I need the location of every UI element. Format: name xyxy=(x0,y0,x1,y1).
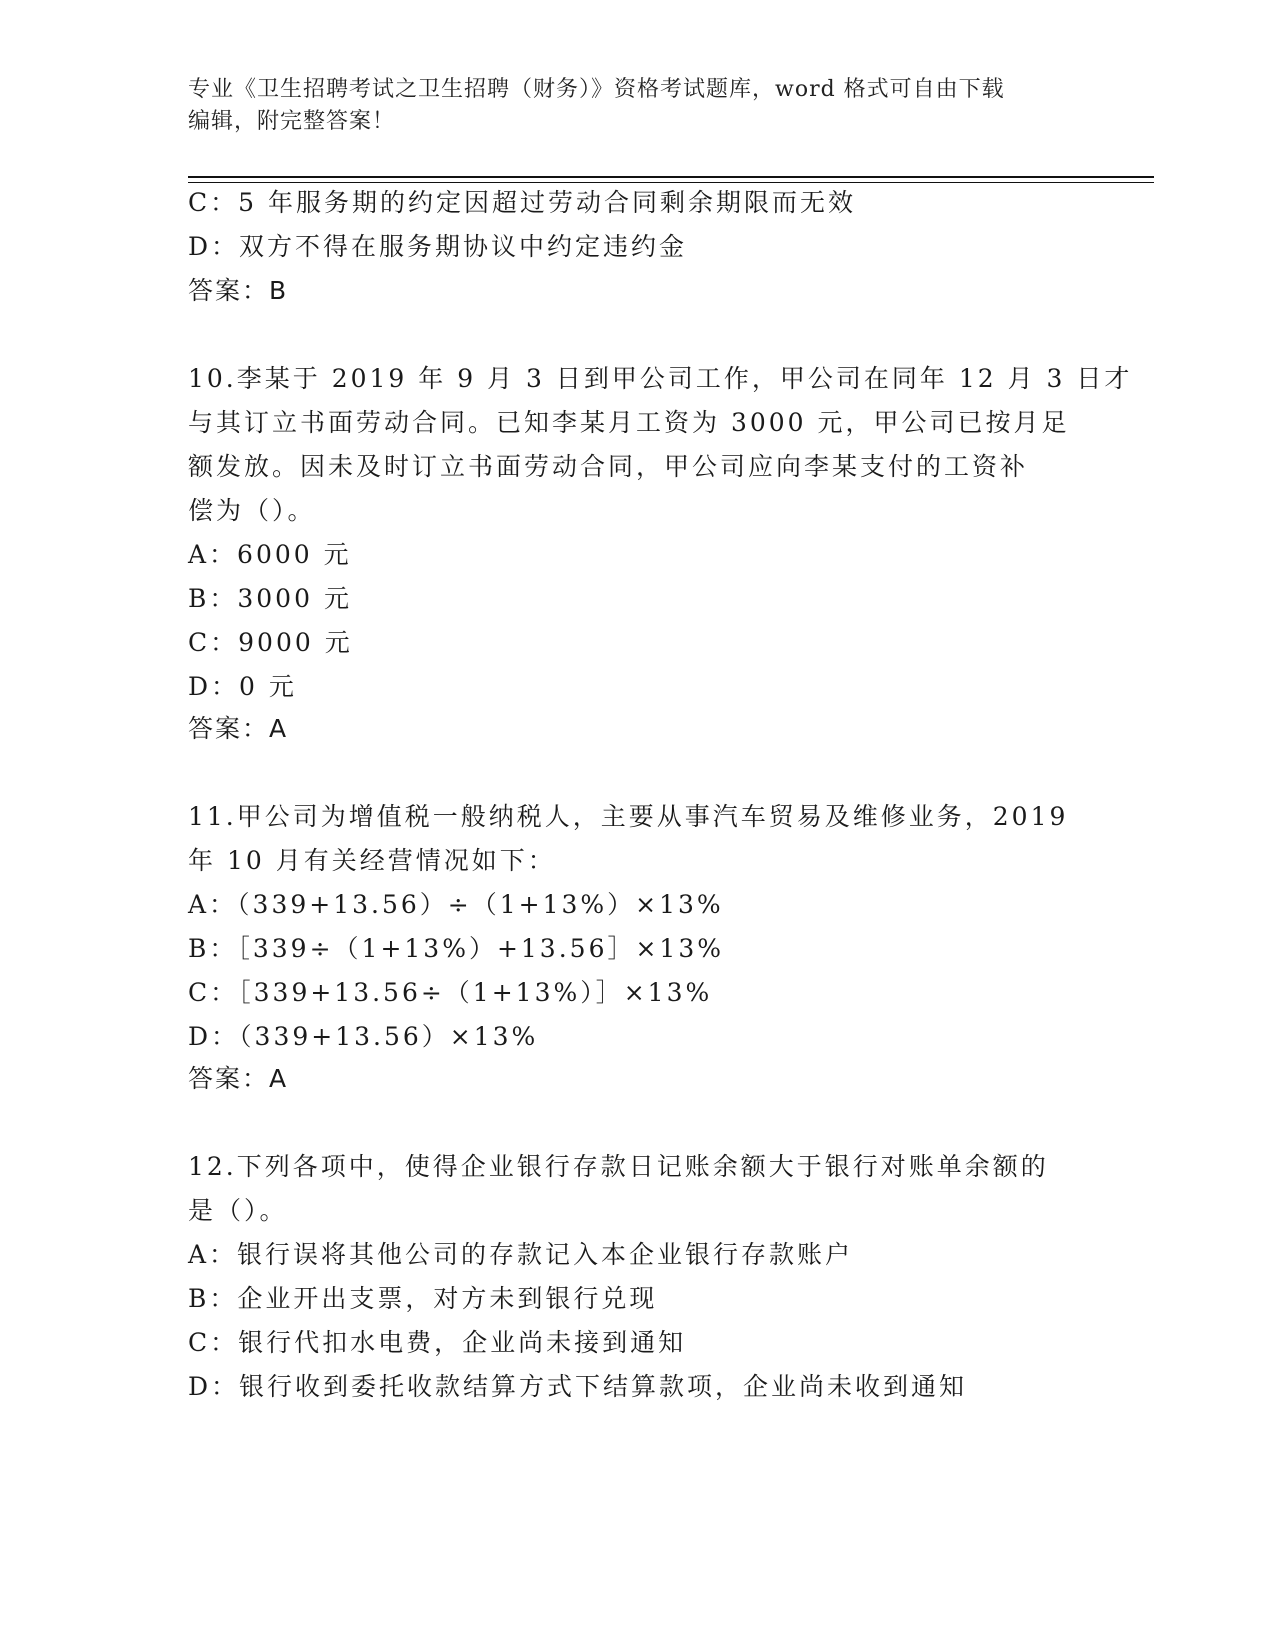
q10-option-b: B：3000 元 xyxy=(188,584,352,613)
q10-stem-line-2: 与其订立书面劳动合同。已知李某月工资为 3000 元，甲公司已按月足 xyxy=(188,408,1070,437)
q12-stem-line-2: 是（）。 xyxy=(188,1196,288,1225)
q12-stem-line-1: 12.下列各项中，使得企业银行存款日记账余额大于银行对账单余额的 xyxy=(188,1152,1049,1181)
q11-stem-line-2: 年 10 月有关经营情况如下： xyxy=(188,846,556,875)
header-divider-thin xyxy=(188,182,1154,183)
q10-option-c: C：9000 元 xyxy=(188,628,353,657)
q12-option-b: B：企业开出支票，对方未到银行兑现 xyxy=(188,1284,658,1313)
q10-stem-line-3: 额发放。因未及时订立书面劳动合同，甲公司应向李某支付的工资补 xyxy=(188,452,1029,481)
document-header xyxy=(188,74,1088,138)
q11-option-c: C：［339+13.56÷（1+13%）］×13% xyxy=(188,978,713,1007)
q11-option-d: D：（339+13.56）×13% xyxy=(188,1022,539,1051)
q11-option-b: B：［339÷（1+13%）+13.56］×13% xyxy=(188,934,724,963)
q10-option-a: A：6000 元 xyxy=(188,540,352,569)
q9-option-c: C：5 年服务期的约定因超过劳动合同剩余期限而无效 xyxy=(188,188,856,217)
header-line-1: 专业《卫生招聘考试之卫生招聘（财务）》资格考试题库，word 格式可自由下载 xyxy=(188,77,1005,102)
q12-option-c: C：银行代扣水电费，企业尚未接到通知 xyxy=(188,1328,687,1357)
q11-answer: 答案：A xyxy=(188,1064,289,1093)
q11-option-a: A：（339+13.56）÷（1+13%）×13% xyxy=(188,890,724,919)
q10-stem-line-4: 偿为（）。 xyxy=(188,496,316,525)
q10-answer: 答案：A xyxy=(188,714,289,743)
q10-option-d: D：0 元 xyxy=(188,672,297,701)
q12-option-d: D：银行收到委托收款结算方式下结算款项，企业尚未收到通知 xyxy=(188,1372,968,1401)
q10-stem-line-1: 10.李某于 2019 年 9 月 3 日到甲公司工作，甲公司在同年 12 月 3 日才 xyxy=(188,364,1133,393)
q11-stem-line-1: 11.甲公司为增值税一般纳税人，主要从事汽车贸易及维修业务，2019 xyxy=(188,802,1069,831)
q9-option-d: D：双方不得在服务期协议中约定违约金 xyxy=(188,232,688,261)
q9-answer: 答案：B xyxy=(188,276,289,305)
header-line-2: 编辑，附完整答案！ xyxy=(188,109,396,134)
header-divider-thick xyxy=(188,176,1154,178)
q12-option-a: A：银行误将其他公司的存款记入本企业银行存款账户 xyxy=(188,1240,854,1269)
